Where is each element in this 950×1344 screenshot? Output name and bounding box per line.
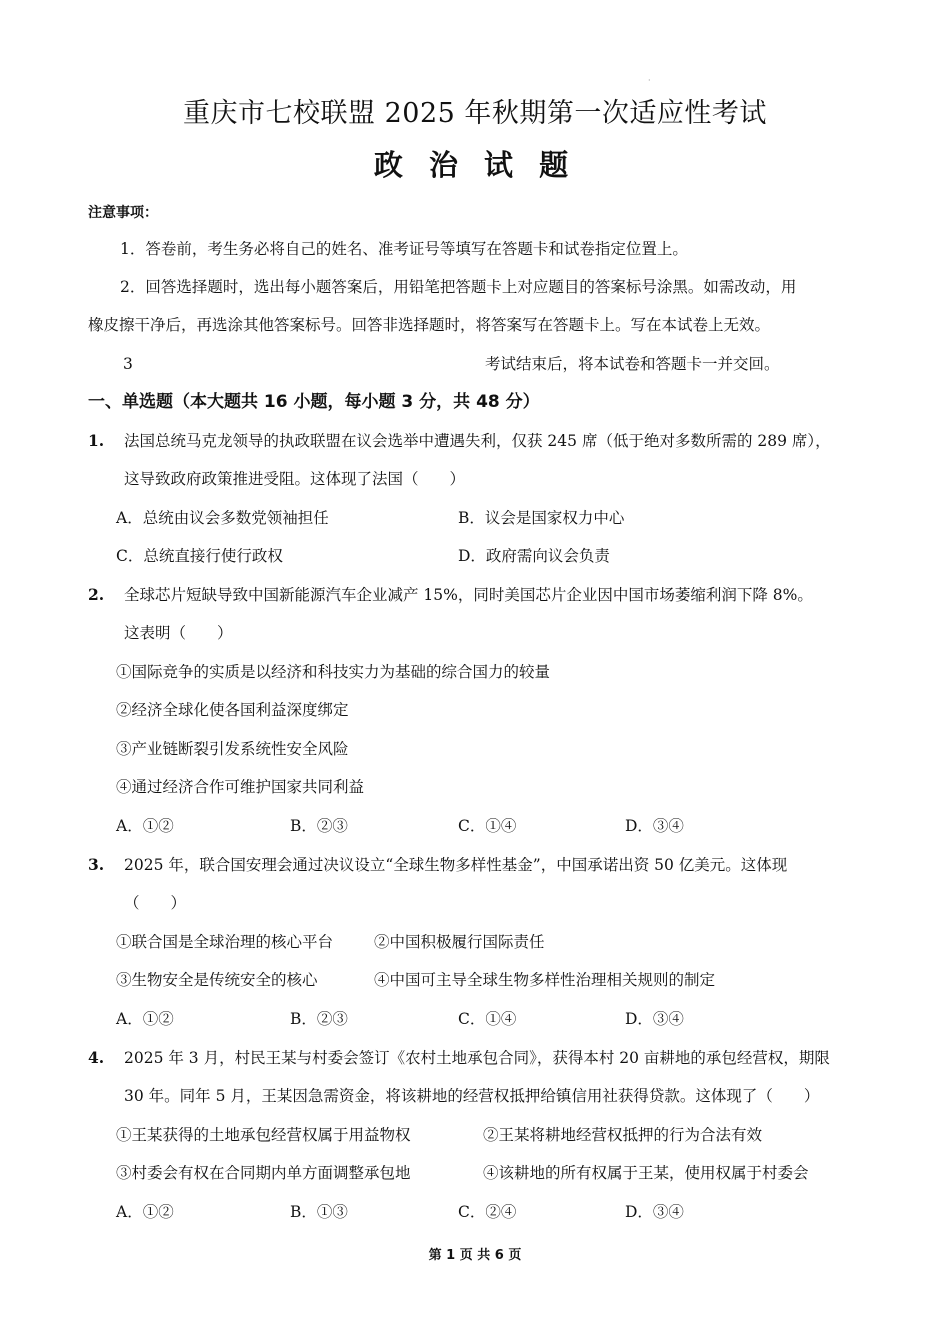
question-2-statement-1: ①国际竞争的实质是以经济和科技实力为基础的综合国力的较量: [116, 663, 551, 681]
question-4-option-d: D．③④: [625, 1203, 684, 1221]
question-number: 1.: [88, 431, 105, 450]
question-1-line-1: 法国总统马克龙领导的执政联盟在议会选举中遭遇失利，仅获 245 席（低于绝对多数所需的 289 席），: [124, 432, 831, 450]
question-3-option-a: A．①②: [116, 1010, 174, 1028]
notice-item-1: 1．答卷前，考生务必将自己的姓名、准考证号等填写在答题卡和试卷指定位置上。: [120, 240, 688, 258]
scan-dot: ·: [648, 76, 651, 85]
question-2-option-a: A．①②: [116, 817, 174, 835]
question-4-line-1: 2025 年 3 月，村民王某与村委会签订《农村土地承包合同》，获得本村 20 亩耕地的承包经营权，期限: [124, 1049, 830, 1067]
question-4-option-a: A．①②: [116, 1203, 174, 1221]
page-number: 第 1 页 共 6 页: [428, 1248, 522, 1263]
exam-subtitle: 政 治 试 题: [373, 148, 577, 182]
notice-item-3-text: 考试结束后，将本试卷和答题卡一并交回。: [485, 355, 780, 373]
question-4-statement-2: ②王某将耕地经营权抵押的行为合法有效: [483, 1126, 763, 1144]
question-2-option-d: D．③④: [625, 817, 684, 835]
question-4-option-b: B．①③: [290, 1203, 348, 1221]
question-2-option-b: B．②③: [290, 817, 348, 835]
question-4-statement-1: ①王某获得的土地承包经营权属于用益物权: [116, 1126, 411, 1144]
question-3-option-d: D．③④: [625, 1010, 684, 1028]
notice-heading: 注意事项：: [88, 205, 158, 221]
section-heading: 一、单选题（本大题共 16 小题，每小题 3 分，共 48 分）: [88, 392, 540, 412]
question-3-statement-2: ②中国积极履行国际责任: [374, 933, 545, 951]
question-1-option-c: C．总统直接行使行政权: [116, 547, 283, 565]
question-4-statement-4: ④该耕地的所有权属于王某，使用权属于村委会: [483, 1164, 809, 1182]
question-3-option-b: B．②③: [290, 1010, 348, 1028]
question-3-statement-1: ①联合国是全球治理的核心平台: [116, 933, 334, 951]
question-3-line-2: （ ）: [124, 894, 187, 912]
question-4-statement-3: ③村委会有权在合同期内单方面调整承包地: [116, 1164, 411, 1182]
question-1-option-a: A．总统由议会多数党领袖担任: [116, 509, 329, 527]
question-2-line-1: 全球芯片短缺导致中国新能源汽车企业减产 15%，同时美国芯片企业因中国市场萎缩利润下降 8%。: [124, 586, 813, 604]
question-4-option-c: C．②④: [458, 1203, 517, 1221]
question-3-statement-3: ③生物安全是传统安全的核心: [116, 971, 318, 989]
question-2-option-c: C．①④: [458, 817, 517, 835]
question-2-statement-4: ④通过经济合作可维护国家共同利益: [116, 778, 365, 796]
question-number: 2.: [88, 585, 105, 604]
notice-item-2-line-2: 橡皮擦干净后，再选涂其他答案标号。回答非选择题时，将答案写在答题卡上。写在本试卷上无效。: [88, 316, 771, 334]
question-2-statement-3: ③产业链断裂引发系统性安全风险: [116, 740, 349, 758]
question-1-option-d: D．政府需向议会负责: [458, 547, 610, 565]
question-3-line-1: 2025 年，联合国安理会通过决议设立“全球生物多样性基金”，中国承诺出资 50 亿美元。这体现: [124, 856, 788, 874]
notice-item-2-line-1: 2．回答选择题时，选出每小题答案后，用铅笔把答题卡上对应题目的答案标号涂黑。如需改动，用: [120, 278, 797, 296]
exam-title: 重庆市七校联盟 2025 年秋期第一次适应性考试: [183, 98, 767, 129]
question-number: 4.: [88, 1048, 105, 1067]
question-3-option-c: C．①④: [458, 1010, 517, 1028]
notice-item-3-number: 3: [123, 355, 133, 373]
question-3-statement-4: ④中国可主导全球生物多样性治理相关规则的制定: [374, 971, 716, 989]
question-1-line-2: 这导致政府政策推进受阻。这体现了法国（ ）: [124, 470, 466, 488]
question-1-option-b: B．议会是国家权力中心: [458, 509, 625, 527]
question-2-line-2: 这表明（ ）: [124, 624, 233, 642]
question-4-line-2: 30 年。同年 5 月，王某因急需资金，将该耕地的经营权抵押给镇信用社获得贷款。这体现了（ ）: [124, 1087, 820, 1105]
question-number: 3.: [88, 855, 105, 874]
question-2-statement-2: ②经济全球化使各国利益深度绑定: [116, 701, 349, 719]
